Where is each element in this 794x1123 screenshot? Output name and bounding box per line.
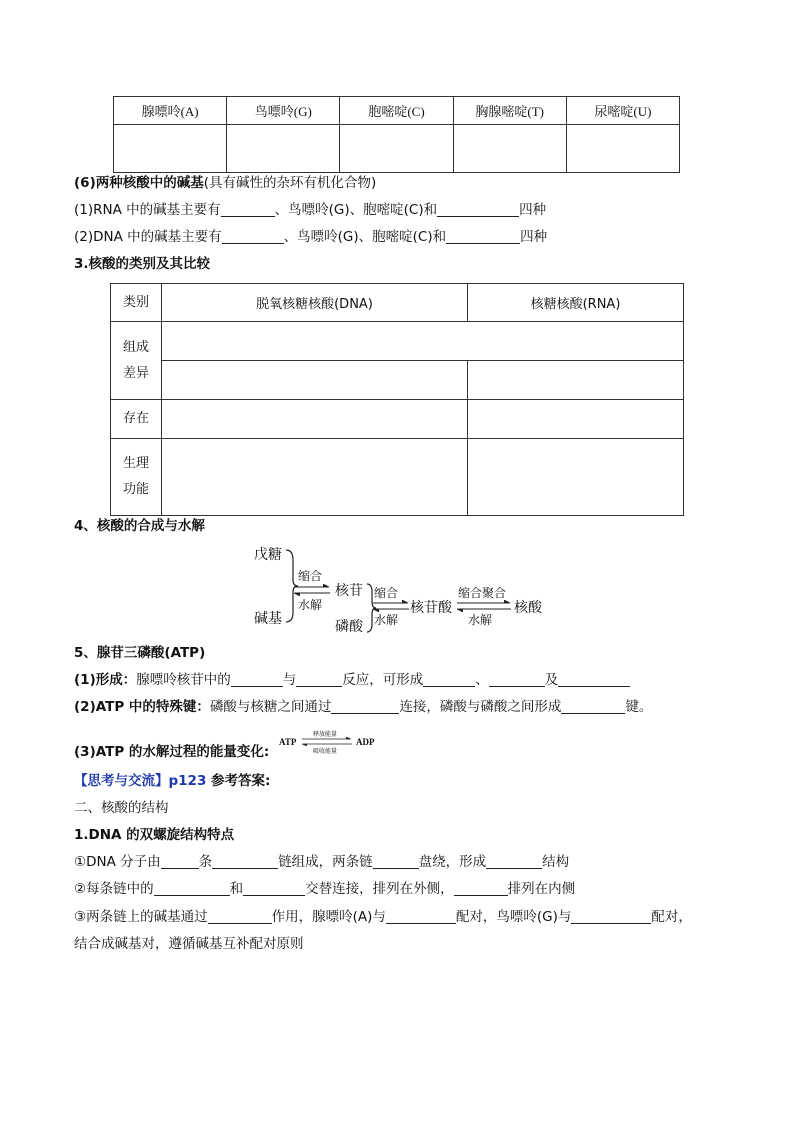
label-polymerize: 缩合聚合 [458, 586, 507, 600]
location-dna-cell [162, 400, 468, 439]
label-nucleic-acid: 核酸 [514, 600, 542, 616]
atp-formation-line: (1)形成：腺嘌呤核苷中的 与 反应，可形成 、 及 [74, 671, 630, 689]
atp-energy-line: (3)ATP 的水解过程的能量变化: [74, 744, 270, 760]
composition-dna-cell [162, 361, 468, 400]
label-nucleotide: 核苷酸 [410, 600, 452, 616]
eq-release-energy: 释放能量 [313, 731, 338, 738]
function-rna-cell [468, 439, 684, 516]
function-dna-cell [162, 439, 468, 516]
blank [212, 854, 278, 869]
location-rna-cell [468, 400, 684, 439]
cell-cytosine [340, 125, 453, 173]
dna-bases-line: (2)DNA 中的碱基主要有 、鸟嘌呤(G)、胞嘧啶(C)和 四种 [74, 229, 548, 245]
atp-bond-line: (2)ATP 中的特殊键：磷酸与核糖之间通过 连接，磷酸与磷酸之间形成 键。 [74, 699, 653, 715]
reversible-arrow-icon [293, 584, 331, 596]
header-uracil: 尿嘧啶(U) [566, 97, 679, 125]
blank [386, 909, 456, 924]
structure-item-2: ②每条链中的 和 交替连接，排列在外侧， 排列在内侧 [74, 881, 576, 897]
blank [208, 909, 272, 924]
structure-item-1: ①DNA 分子由 条 链组成，两条链 盘绕，形成 结构 [74, 854, 570, 870]
comparison-table [110, 283, 684, 516]
atp-section-title: 5、腺苷三磷酸(ATP) [74, 645, 206, 661]
blank [231, 672, 283, 687]
cell-adenine [114, 125, 227, 173]
row-location-label: 存在 [111, 400, 162, 439]
header-thymine: 胸腺嘧啶(T) [453, 97, 566, 125]
col-dna: 脱氧核糖核酸(DNA) [162, 284, 468, 322]
cell-guanine [227, 125, 340, 173]
label-base: 碱基 [254, 611, 282, 627]
blank [331, 699, 399, 714]
label-condense-2: 缩合 [374, 586, 399, 600]
structure-subheading: 1.DNA 的双螺旋结构特点 [74, 827, 235, 843]
row-function-label: 生理 功能 [111, 439, 162, 516]
think-exchange-bracket: 【思考与交流】 [74, 773, 169, 789]
eq-absorb-energy: 吸收能量 [313, 748, 338, 755]
blank [221, 202, 275, 217]
blank [571, 909, 651, 924]
blank [446, 229, 520, 244]
blank [454, 881, 508, 896]
cell-uracil [566, 125, 679, 173]
col-category: 类别 [111, 284, 162, 322]
blank [161, 854, 199, 869]
label-hydrolyze-2: 水解 [374, 613, 399, 627]
blank [222, 229, 284, 244]
bases-section-title: (6)两种核酸中的碱基(具有碱性的杂环有机化合物) [74, 175, 377, 191]
eq-adp: ADP [356, 737, 375, 747]
compare-section-title: 3.核酸的类别及其比较 [74, 256, 211, 272]
cell-thymine [453, 125, 566, 173]
header-adenine: 腺嘌呤(A) [114, 97, 227, 125]
blank [486, 854, 542, 869]
blank [296, 672, 342, 687]
header-cytosine: 胞嘧啶(C) [340, 97, 453, 125]
blank [243, 881, 305, 896]
blank [437, 202, 519, 217]
structure-heading: 二、核酸的结构 [74, 800, 169, 816]
blank [489, 672, 545, 687]
label-hydrolyze-3: 水解 [468, 613, 493, 627]
structure-item-3-cont: 结合成碱基对，遵循碱基互补配对原则 [74, 936, 304, 952]
col-rna: 核糖核酸(RNA) [468, 284, 684, 322]
eq-atp: ATP [279, 737, 297, 747]
blank [558, 672, 630, 687]
synthesis-section-title: 4、核酸的合成与水解 [74, 518, 205, 534]
rna-bases-line: (1)RNA 中的碱基主要有 、鸟嘌呤(G)、胞嘧啶(C)和 四种 [74, 202, 547, 218]
label-pentose: 戊糖 [254, 547, 282, 563]
bases-table [113, 96, 680, 173]
think-exchange-line: 【思考与交流】p123 参考答案: [74, 773, 271, 789]
structure-item-3: ③两条链上的碱基通过 作用，腺嘌呤(A)与 配对，鸟嘌呤(G)与 配对， [74, 909, 692, 925]
composition-rna-cell [468, 361, 684, 400]
blank [561, 699, 625, 714]
blank [423, 672, 475, 687]
reversible-arrow-icon [301, 737, 353, 746]
blank [373, 854, 419, 869]
header-guanine: 鸟嘌呤(G) [227, 97, 340, 125]
blank [154, 881, 230, 896]
label-nucleoside: 核苷 [335, 583, 363, 599]
label-hydrolyze-1: 水解 [298, 598, 323, 612]
label-condense-1: 缩合 [298, 569, 323, 583]
label-phosphate: 磷酸 [335, 619, 363, 635]
row-composition-label: 组成 差异 [111, 322, 162, 400]
composition-common-cell [162, 322, 684, 361]
